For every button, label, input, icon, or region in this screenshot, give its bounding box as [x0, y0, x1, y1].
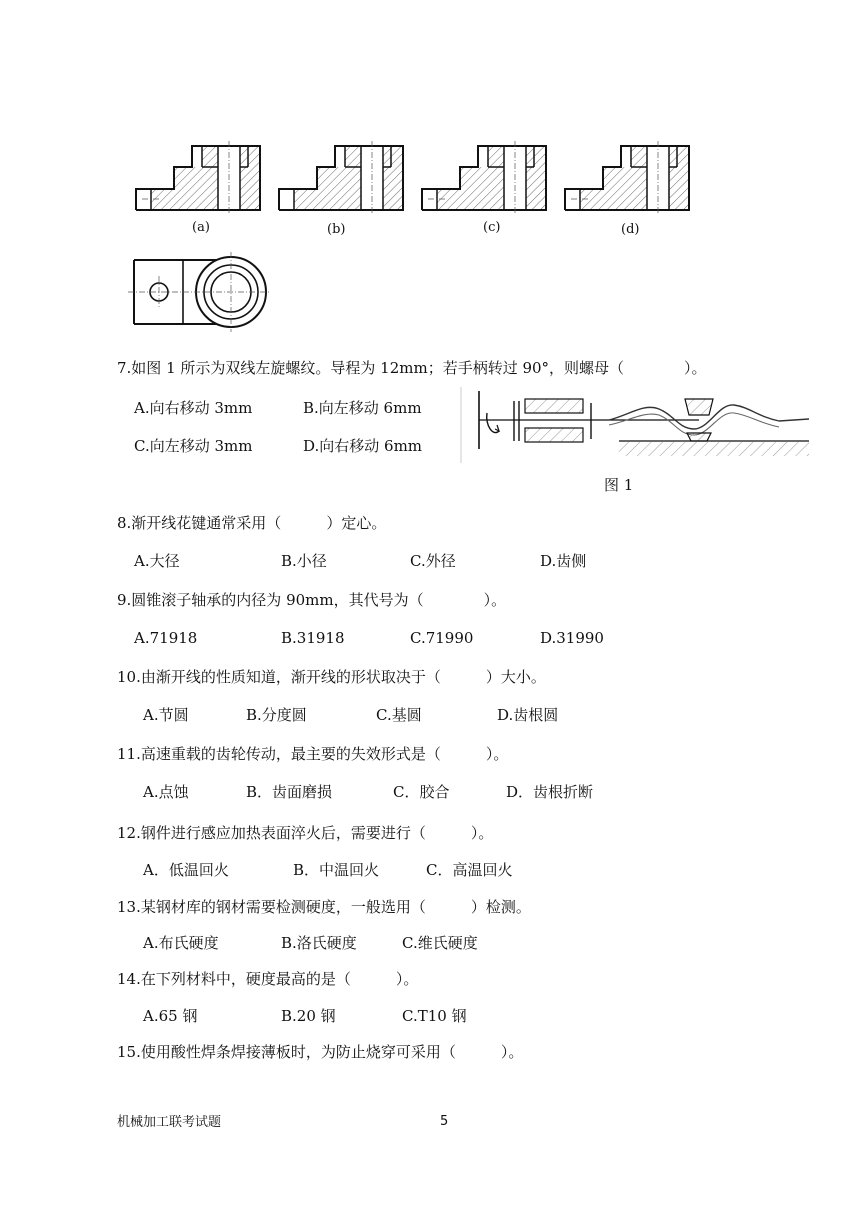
question-7-option-b: B.向左移动 6mm — [303, 399, 422, 417]
caption-c: (c) — [483, 220, 501, 235]
question-12-stem: 12.钢件进行感应加热表面淬火后，需要进行（ ）。 — [117, 824, 494, 842]
top-view-drawing — [130, 248, 270, 338]
caption-a: (a) — [192, 220, 210, 235]
question-15-stem: 15.使用酸性焊条焊接薄板时，为防止烧穿可采用（ ）。 — [117, 1043, 524, 1061]
question-13-option-b: B.洛氏硬度 — [281, 934, 357, 952]
question-11-option-a: A.点蚀 — [143, 783, 189, 801]
section-view-d — [563, 143, 693, 213]
question-13-stem: 13.某钢材库的钢材需要检测硬度，一般选用（ ）检测。 — [117, 898, 531, 916]
question-11-stem: 11.高速重载的齿轮传动，最主要的失效形式是（ ）。 — [117, 745, 509, 763]
figure-1-screw-mechanism — [459, 385, 811, 465]
question-7-option-c: C.向左移动 3mm — [134, 437, 253, 455]
question-11-option-d: D．齿根折断 — [506, 783, 594, 801]
page-number: 5 — [440, 1114, 449, 1129]
caption-b: (b) — [327, 222, 346, 237]
caption-d: (d) — [621, 222, 640, 237]
question-12-option-c: C．高温回火 — [426, 861, 513, 879]
question-9-option-a: A.71918 — [134, 629, 198, 647]
question-10-option-d: D.齿根圆 — [497, 706, 559, 724]
section-view-b — [277, 143, 407, 213]
question-7-stem: 7.如图 1 所示为双线左旋螺纹。导程为 12mm；若手柄转过 90°，则螺母（ ）。 — [117, 359, 707, 377]
figure-1-caption: 图 1 — [604, 476, 634, 494]
question-7-option-a: A.向右移动 3mm — [134, 399, 253, 417]
question-9-stem: 9.圆锥滚子轴承的内径为 90mm，其代号为（ ）。 — [117, 591, 507, 609]
footer-title: 机械加工联考试题 — [117, 1115, 222, 1130]
question-8-option-a: A.大径 — [134, 552, 180, 570]
question-13-option-a: A.布氏硬度 — [143, 934, 219, 952]
question-12-option-b: B．中温回火 — [293, 861, 380, 879]
question-10-option-b: B.分度圆 — [246, 706, 307, 724]
question-10-stem: 10.由渐开线的性质知道，渐开线的形状取决于（ ）大小。 — [117, 668, 546, 686]
question-8-option-b: B.小径 — [281, 552, 327, 570]
question-14-option-a: A.65 钢 — [143, 1007, 198, 1025]
question-12-option-a: A．低温回火 — [143, 861, 229, 879]
question-11-option-b: B．齿面磨损 — [246, 783, 333, 801]
question-9-option-c: C.71990 — [410, 629, 474, 647]
question-8-stem: 8.渐开线花键通常采用（ ）定心。 — [117, 514, 387, 532]
question-9-option-b: B.31918 — [281, 629, 345, 647]
section-view-c — [420, 143, 550, 213]
question-9-option-d: D.31990 — [540, 629, 604, 647]
question-8-option-d: D.齿侧 — [540, 552, 587, 570]
question-8-option-c: C.外径 — [410, 552, 456, 570]
section-view-a — [134, 143, 264, 213]
question-10-option-c: C.基圆 — [376, 706, 422, 724]
question-14-stem: 14.在下列材料中，硬度最高的是（ ）。 — [117, 970, 419, 988]
question-7-option-d: D.向右移动 6mm — [303, 437, 423, 455]
question-11-option-c: C．胶合 — [393, 783, 450, 801]
question-13-option-c: C.维氏硬度 — [402, 934, 478, 952]
question-14-option-b: B.20 钢 — [281, 1007, 336, 1025]
question-10-option-a: A.节圆 — [143, 706, 189, 724]
question-14-option-c: C.T10 钢 — [402, 1007, 467, 1025]
